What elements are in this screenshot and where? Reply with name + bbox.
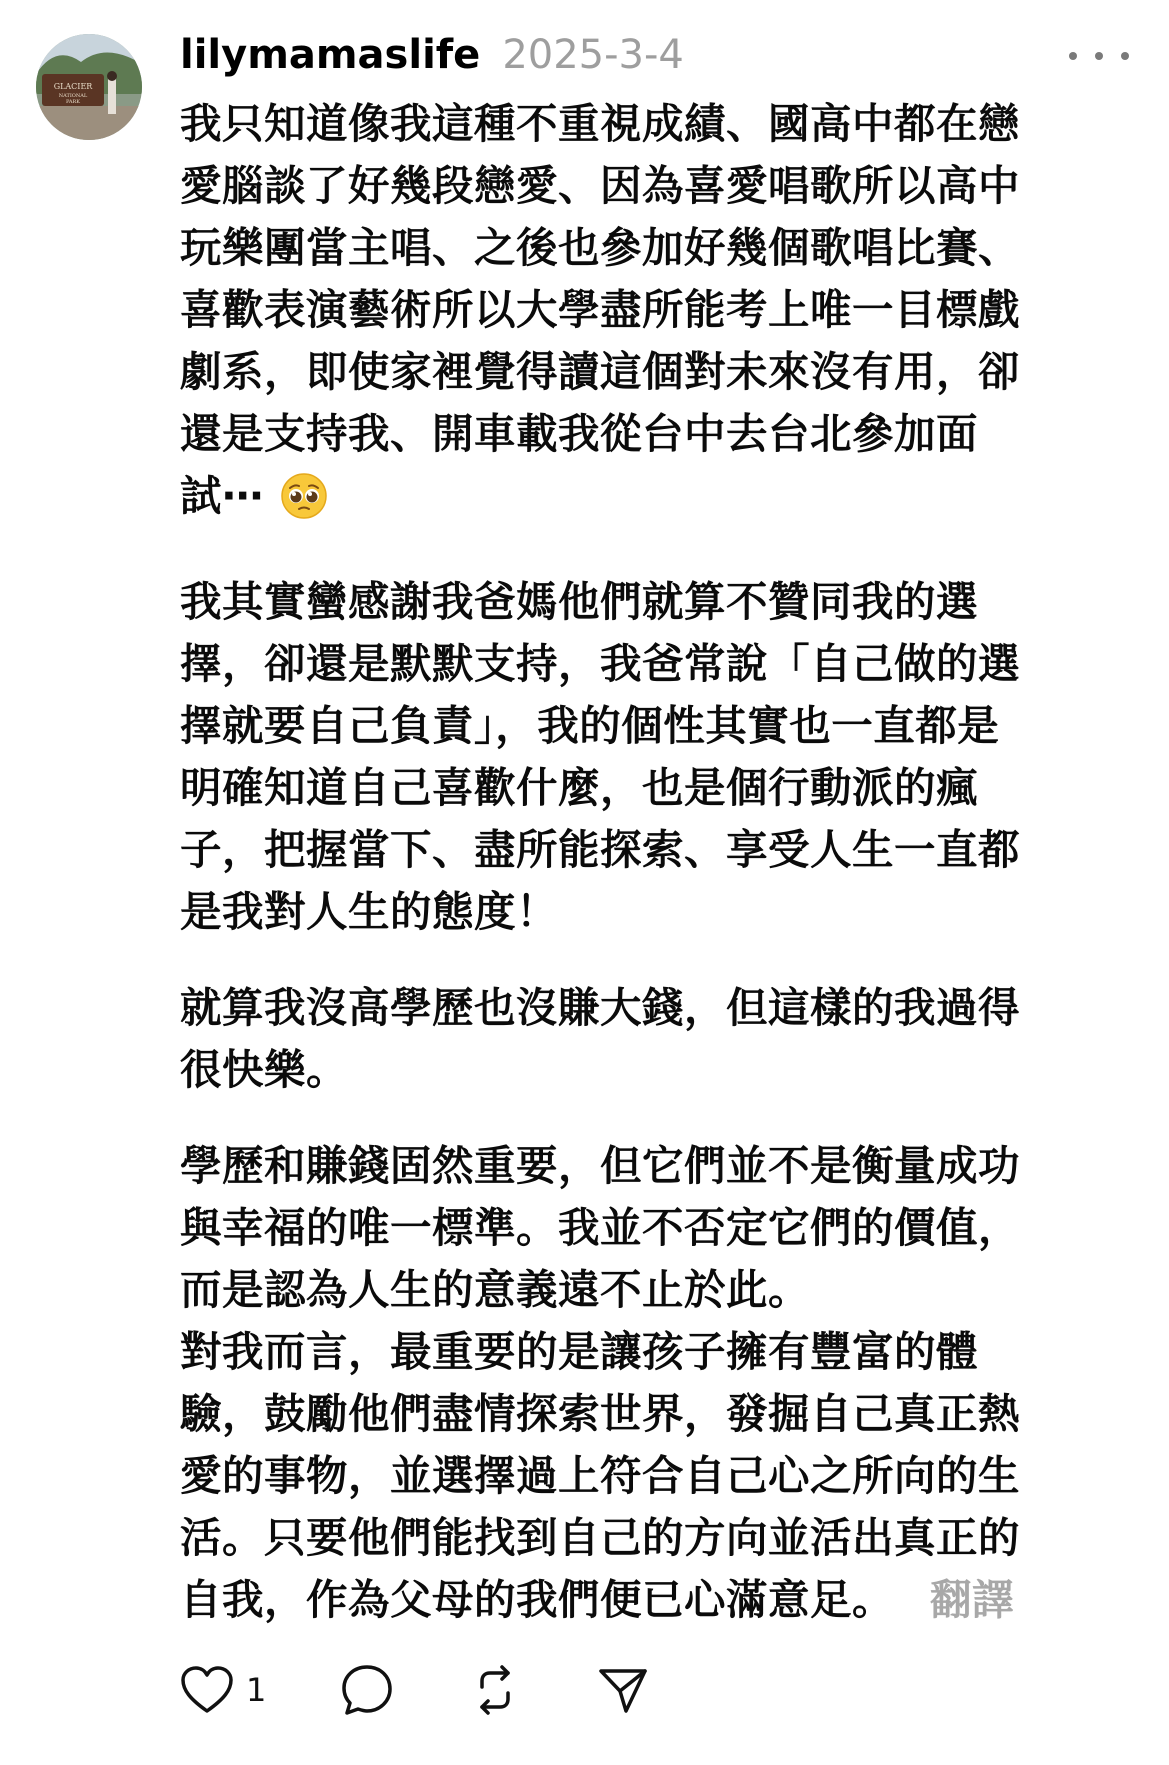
share-button[interactable] xyxy=(596,1663,650,1717)
text-line: 愛的事物，並選擇過上符合自己心之所向的生 xyxy=(180,1451,1021,1500)
like-count: 1 xyxy=(246,1671,267,1709)
text-line: 與幸福的唯一標準。我並不否定它們的價值， xyxy=(180,1203,1021,1252)
text-line xyxy=(180,465,1100,537)
avatar[interactable] xyxy=(36,34,142,140)
paragraph xyxy=(180,93,1100,537)
text-line: 而是認為人生的意義遠不止於此。 xyxy=(180,1265,811,1314)
avatar-sign-text: PARK xyxy=(65,99,81,105)
text-line: 擇，卻還是默默支持，我爸常說「自己做的選 xyxy=(180,639,1021,688)
comment-bubble-icon xyxy=(340,1663,394,1717)
text-line: 子，把握當下、盡所能探索、享受人生一直都 xyxy=(180,825,1021,874)
paragraph xyxy=(180,571,1100,943)
text-line: 還是支持我、開車載我從台中去台北參加面 xyxy=(180,409,979,458)
text-line: 我只知道像我這種不重視成績、國高中都在戀 xyxy=(180,99,1021,148)
text-segment: 試⋯ xyxy=(180,471,265,520)
pleading-face-emoji-icon xyxy=(280,472,328,537)
post-header xyxy=(180,30,1129,80)
text-line: 擇就要自己負責」，我的個性其實也一直都是 xyxy=(180,701,1000,750)
repost-icon xyxy=(468,1663,522,1717)
send-icon xyxy=(596,1663,650,1717)
text-line: 活。只要他們能找到自己的方向並活出真正的 xyxy=(180,1513,1021,1562)
text-line xyxy=(180,1569,1100,1631)
text-line: 玩樂團當主唱、之後也參加好幾個歌唱比賽、 xyxy=(180,223,1021,272)
post-actions xyxy=(180,1660,724,1720)
text-line: 劇系，即使家裡覺得讀這個對未來沒有用，卻 xyxy=(180,347,1021,396)
repost-button[interactable] xyxy=(468,1663,522,1717)
username[interactable]: lilymamaslife xyxy=(180,32,481,78)
text-line: 驗，鼓勵他們盡情探索世界，發掘自己真正熱 xyxy=(180,1389,1021,1438)
paragraph xyxy=(180,977,1100,1101)
avatar-sign-text: NATIONAL xyxy=(58,93,88,99)
text-line: 明確知道自己喜歡什麼，也是個行動派的瘋 xyxy=(180,763,979,812)
text-line: 很快樂。 xyxy=(180,1045,349,1094)
like-button[interactable] xyxy=(180,1665,266,1715)
translate-link[interactable]: 翻譯 xyxy=(930,1575,1015,1624)
paragraph xyxy=(180,1135,1100,1631)
avatar-sign-text: GLACIER xyxy=(53,82,93,91)
text-segment: 自我，作為父母的我們便已心滿意足。 xyxy=(180,1575,895,1624)
comment-button[interactable] xyxy=(340,1663,394,1717)
post-date: 2025-3-4 xyxy=(502,32,684,78)
text-line: 就算我沒高學歷也沒賺大錢，但這樣的我過得 xyxy=(180,983,1021,1032)
text-line: 是我對人生的態度！ xyxy=(180,887,559,936)
text-line: 愛腦談了好幾段戀愛、因為喜愛唱歌所以高中 xyxy=(180,161,1021,210)
text-line: 我其實蠻感謝我爸媽他們就算不贊同我的選 xyxy=(180,577,979,626)
post-body xyxy=(180,93,1100,1631)
text-line: 喜歡表演藝術所以大學盡所能考上唯一目標戲 xyxy=(180,285,1021,334)
heart-icon xyxy=(180,1665,234,1715)
text-line: 學歷和賺錢固然重要，但它們並不是衡量成功 xyxy=(180,1141,1021,1190)
text-line: 對我而言，最重要的是讓孩子擁有豐富的體 xyxy=(180,1327,979,1376)
more-horizontal-icon[interactable] xyxy=(1069,38,1129,74)
